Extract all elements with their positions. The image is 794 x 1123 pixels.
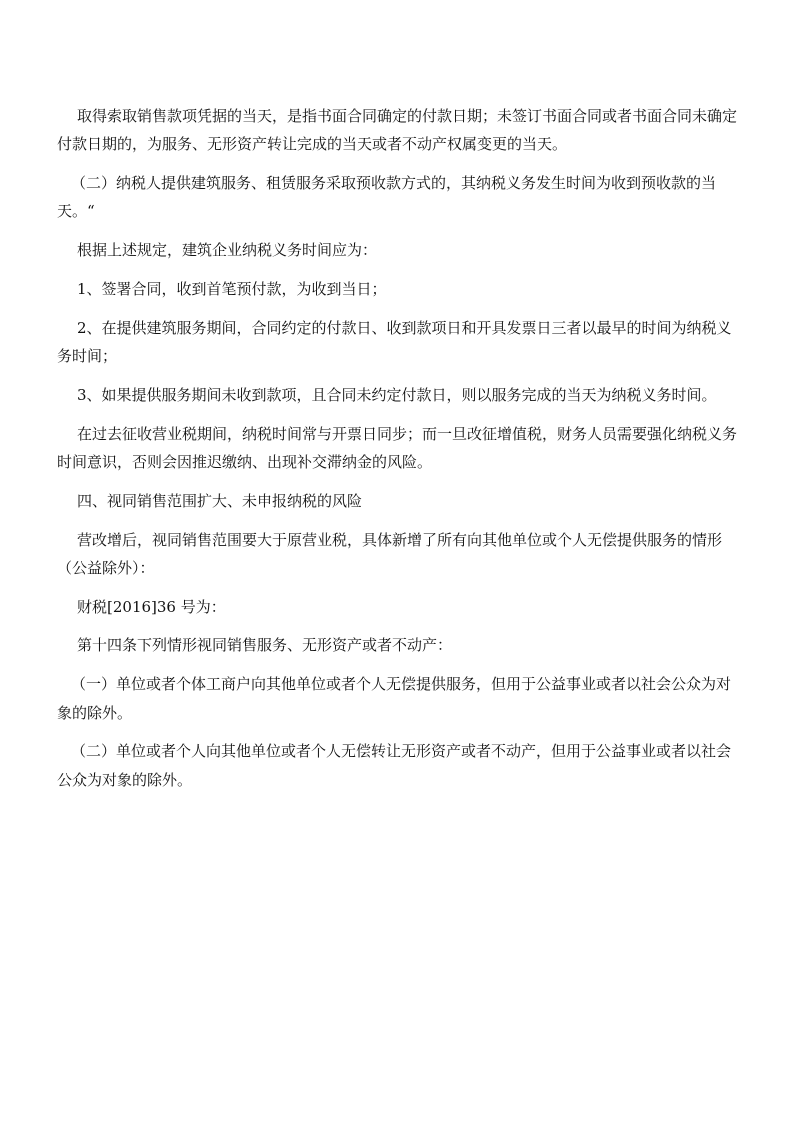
paragraph-deemed-sales: 营改增后，视同销售范围要大于原营业税，具体新增了所有向其他单位或个人无偿提供服务的情形（公益除外）： xyxy=(57,530,723,577)
document-body xyxy=(57,102,741,794)
paragraph-summary-intro: 根据上述规定，建筑企业纳税义务时间应为： xyxy=(77,241,378,260)
list-item-2: 2、在提供建筑服务期间，合同约定的付款日、收到款项日和开具发票日三者以最早的时间为纳税义务时间； xyxy=(57,318,732,366)
list-item-3: 3、如果提供服务期间未收到款项，且合同未约定付款日，则以服务完成的当天为纳税义务时间。 xyxy=(77,385,717,404)
clause-item-1: （一）单位或者个体工商户向其他单位或者个人无偿提供服务，但用于公益事业或者以社会公众为对象的除外。 xyxy=(57,675,732,722)
list-item-1: 1、签署合同，收到首笔预付款，为收到当日； xyxy=(77,279,387,298)
paragraph-article-14: 第十四条下列情形视同销售服务、无形资产或者不动产： xyxy=(77,636,453,655)
paragraph-invoice-date: 取得索取销售款项凭据的当天，是指书面合同确定的付款日期；未签订书面合同或者书面合同未确定付款日期的，为服务、无形资产转让完成的当天或者不动产权属变更的当天。 xyxy=(57,107,738,154)
paragraph-prepayment-rule: （二）纳税人提供建筑服务、租赁服务采取预收款方式的，其纳税义务发生时间为收到预收款的当天。“ xyxy=(57,174,717,221)
paragraph-regulation-ref: 财税[2016]36 号为： xyxy=(77,597,226,616)
clause-item-2: （二）单位或者个人向其他单位或者个人无偿转让无形资产或者不动产，但用于公益事业或者以社会公众为对象的除外。 xyxy=(57,742,732,789)
section-heading-4: 四、视同销售范围扩大、未申报纳税的风险 xyxy=(77,491,363,510)
paragraph-risk-note: 在过去征收营业税期间，纳税时间常与开票日同步；而一旦改征增值税，财务人员需要强化纳税义务时间意识，否则会因推迟缴纳、出现补交滞纳金的风险。 xyxy=(57,424,738,471)
